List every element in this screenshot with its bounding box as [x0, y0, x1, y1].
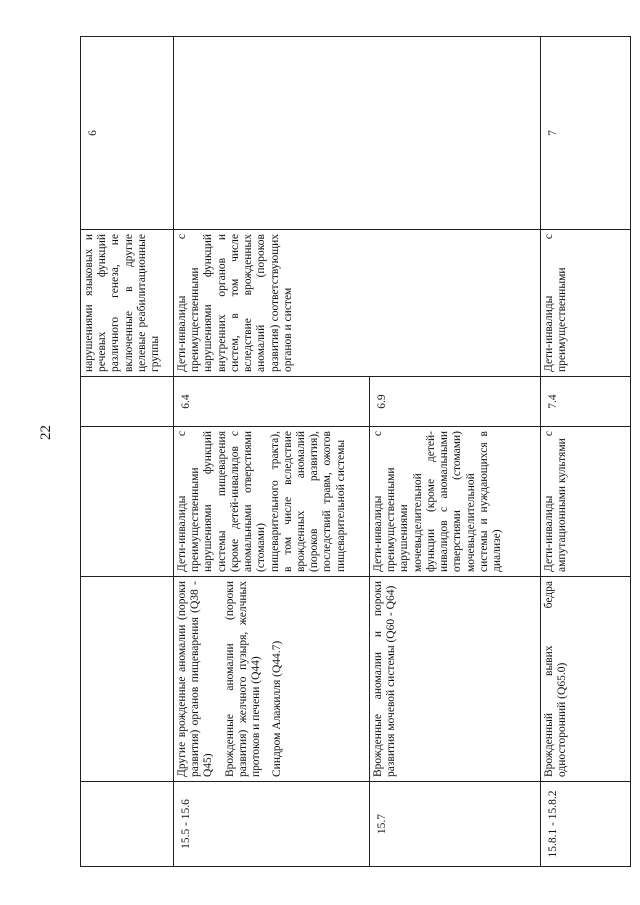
- diagnosis-line: Врожденный вывих бедра односторонний (Q65.0): [543, 581, 569, 777]
- code-cell: [81, 782, 174, 867]
- diagnosis-line: Другие врожденные аномалии (пороки развития) органов пищеварения (Q38 - Q45): [176, 581, 215, 777]
- code-cell: 15.7: [370, 782, 541, 867]
- group-number-cell: [174, 37, 541, 230]
- table-row: [541, 37, 631, 867]
- diagnosis-cell: [81, 577, 174, 782]
- rehab-groups-table: [80, 36, 631, 867]
- subgroup-cell: 6.4: [174, 377, 370, 427]
- code-cell: 15.8.1 - 15.8.2: [541, 782, 631, 867]
- description-cell: Дети-инвалиды с преимущественными нарушениями функций внутренних органов и систем, в том числе вследствие врожденных аномалий (пороков развития) соответствующих органов и систем: [174, 230, 541, 377]
- diagnosis-line: Врожденные аномалии (пороки развития) желчного пузыря, желчных протоков и печени (Q44): [223, 581, 263, 777]
- category-cell: Дети-инвалиды с ампутационными культями: [541, 427, 631, 577]
- code-cell: 15.5 - 15.6: [174, 782, 370, 867]
- diagnosis-cell: [541, 577, 631, 782]
- subgroup-cell: 6.9: [370, 377, 541, 427]
- rotated-table-container: [80, 37, 630, 867]
- group-number-cell: 7: [541, 37, 631, 230]
- subgroup-cell: 7.4: [541, 377, 631, 427]
- diagnosis-line: Врожденные аномалии и пороки развития мочевой системы (Q60 - Q64): [372, 581, 398, 777]
- diagnosis-cell: [174, 577, 370, 782]
- page-number: 22: [38, 425, 54, 440]
- category-cell: Дети-инвалиды с преимущественными нарушениями функций системы пищеварения (кроме детей-инвалидов с аномальными отверстиями (стомами) пищеварительного тракта), в том числе вследствие врожденных аномалий (пороков развития), последствий травм, ожогов пищеварительной системы: [174, 427, 370, 577]
- description-cell: нарушениями языковых и речевых функций различного генеза, не включенные в другие целевые реабилитационные группы: [81, 230, 174, 377]
- category-cell: Дети-инвалиды с преимущественными нарушениями мочевыделительной функции (кроме детей-инвалидов с аномальными отверстиями (стомами) мочевыделительной системы и нуждающихся в диализе): [370, 427, 541, 577]
- subgroup-cell: [81, 377, 174, 427]
- description-cell: Дети-инвалиды с преимущественными: [541, 230, 631, 377]
- table-row: [174, 37, 370, 867]
- category-cell: [81, 427, 174, 577]
- diagnosis-line: Синдром Алажилля (Q44.7): [271, 640, 284, 777]
- table-row: [81, 37, 174, 867]
- group-number-cell: 6: [81, 37, 174, 230]
- diagnosis-cell: [370, 577, 541, 782]
